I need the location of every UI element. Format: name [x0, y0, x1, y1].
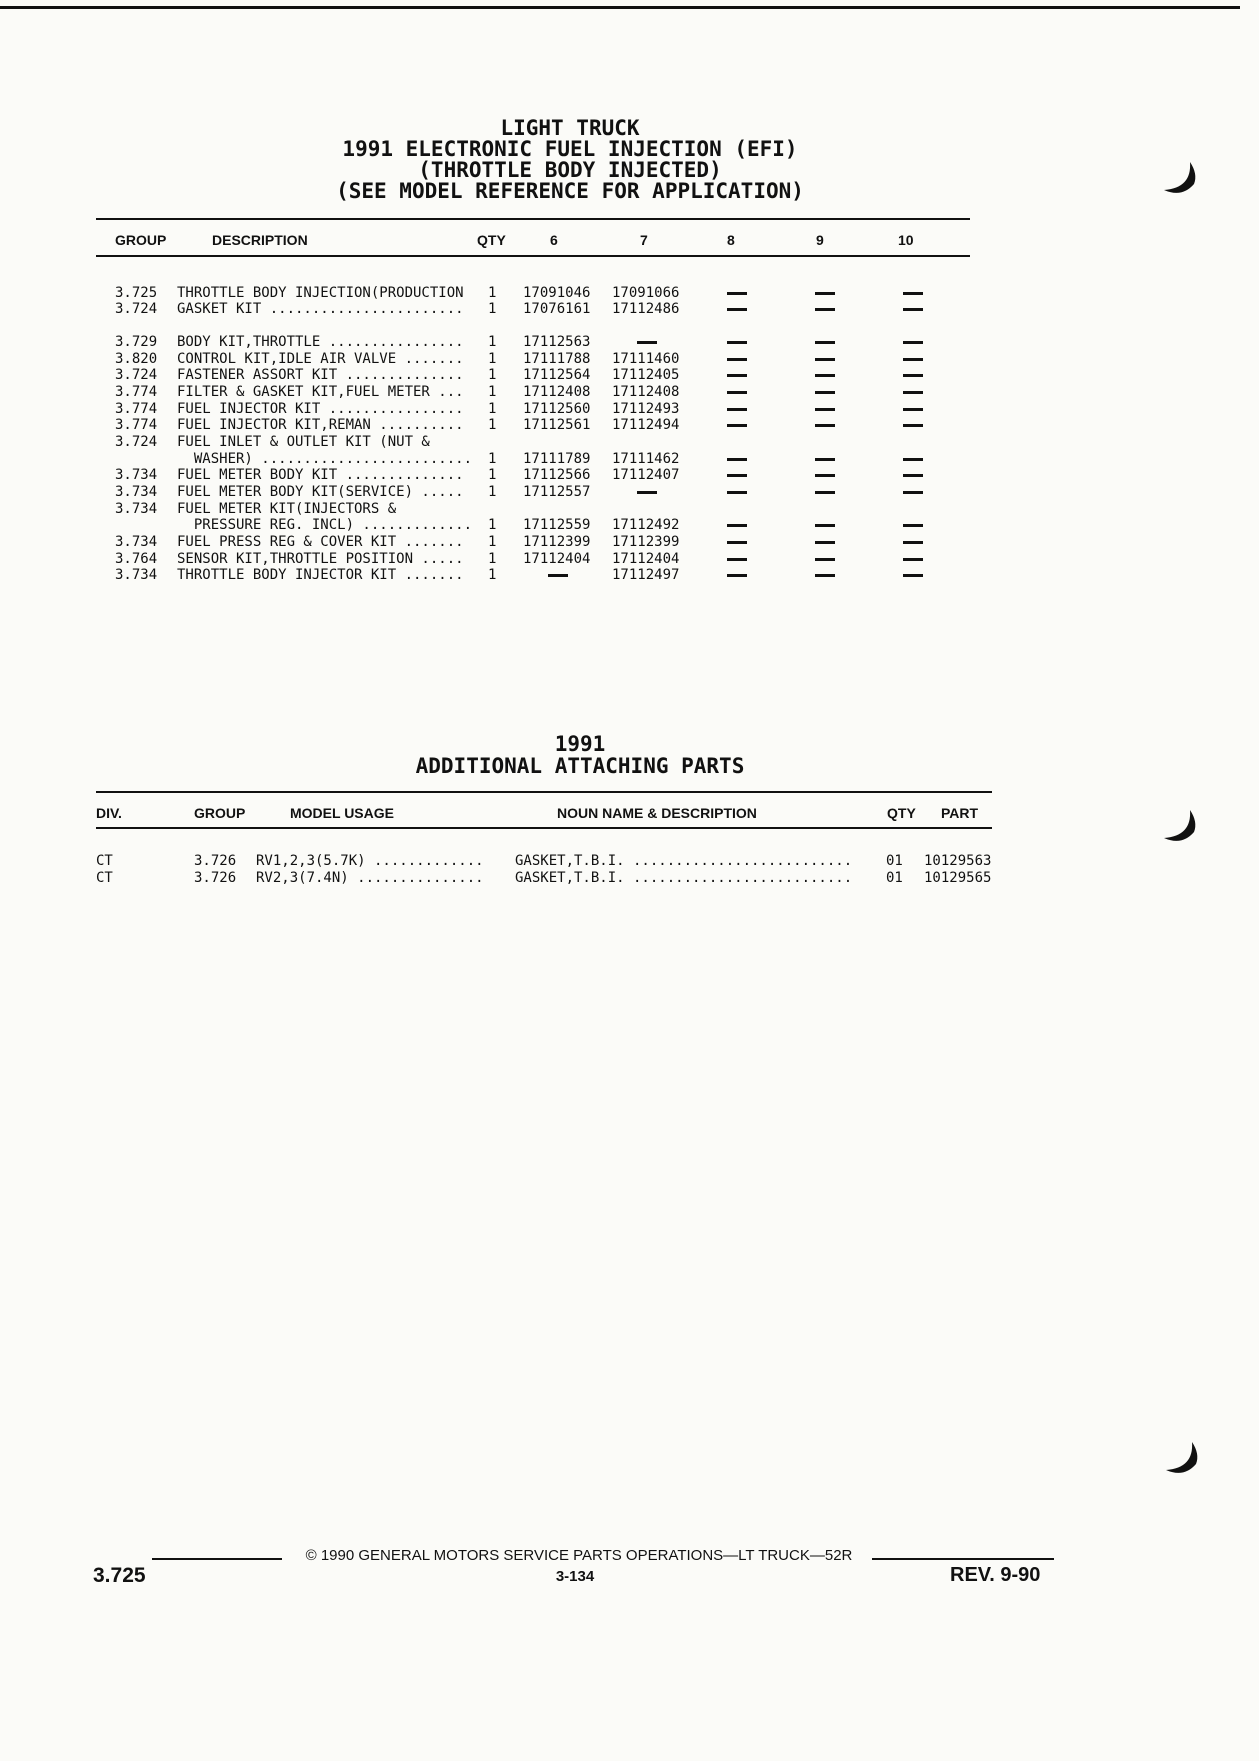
- cell-qty: 1: [488, 567, 497, 583]
- title-line-3: (THROTTLE BODY INJECTED): [418, 158, 722, 182]
- dash-mark: [903, 308, 923, 311]
- cell-qty: 1: [488, 534, 497, 550]
- header-qty: QTY: [887, 805, 916, 821]
- dash-mark: [815, 474, 835, 477]
- binder-hole-mark: [1160, 160, 1200, 200]
- cell-qty: 01: [886, 853, 903, 869]
- table1-header-rule: [96, 255, 970, 257]
- section2-title: [300, 733, 860, 777]
- binder-hole-mark: [1162, 1440, 1202, 1480]
- dash-mark: [903, 341, 923, 344]
- cell-description: PRESSURE REG. INCL) .............: [177, 517, 473, 533]
- footer-copyright: © 1990 GENERAL MOTORS SERVICE PARTS OPERATIONS—LT TRUCK—52R: [305, 1547, 853, 1564]
- cell-c6: 17112563: [523, 334, 591, 350]
- cell-c7: 17112408: [612, 384, 680, 400]
- cell-description: THROTTLE BODY INJECTION(PRODUCTION: [177, 285, 464, 301]
- footer-section-number: 3.725: [93, 1564, 146, 1587]
- header-group: GROUP: [115, 232, 167, 248]
- dash-mark: [903, 292, 923, 295]
- dash-mark: [637, 491, 657, 494]
- cell-model: RV2,3(7.4N) ...............: [256, 870, 484, 886]
- section2-year: 1991: [554, 732, 606, 756]
- dash-mark: [903, 358, 923, 361]
- cell-c6: 17112566: [523, 467, 591, 483]
- cell-qty: 1: [488, 334, 497, 350]
- cell-qty: 1: [488, 517, 497, 533]
- table2-header-rule: [96, 827, 992, 829]
- cell-qty: 1: [488, 467, 497, 483]
- dash-mark: [727, 308, 747, 311]
- cell-c6: 17112557: [523, 484, 591, 500]
- dash-mark: [903, 558, 923, 561]
- cell-group: 3.726: [194, 853, 237, 869]
- dash-mark: [727, 474, 747, 477]
- header-qty: QTY: [477, 232, 506, 248]
- cell-c6: 17112564: [523, 367, 591, 383]
- dash-mark: [727, 391, 747, 394]
- cell-description: FUEL METER BODY KIT(SERVICE) .....: [177, 484, 464, 500]
- cell-group: 3.774: [115, 401, 158, 417]
- header-col-8: 8: [727, 232, 735, 248]
- cell-group: 3.774: [115, 384, 158, 400]
- cell-c6: 17112408: [523, 384, 591, 400]
- dash-mark: [727, 292, 747, 295]
- footer-revision: REV. 9-90: [950, 1564, 1041, 1586]
- section2-heading: ADDITIONAL ATTACHING PARTS: [415, 754, 745, 778]
- cell-c6: 17112399: [523, 534, 591, 550]
- dash-mark: [815, 574, 835, 577]
- dash-mark: [815, 408, 835, 411]
- cell-description: BODY KIT,THROTTLE ................: [177, 334, 464, 350]
- binder-hole-mark: [1160, 808, 1200, 848]
- dash-mark: [903, 391, 923, 394]
- cell-group: 3.724: [115, 301, 158, 317]
- header-group: GROUP: [194, 805, 246, 821]
- header-col-9: 9: [816, 232, 824, 248]
- cell-part: 10129565: [924, 870, 992, 886]
- cell-description: SENSOR KIT,THROTTLE POSITION .....: [177, 551, 464, 567]
- dash-mark: [815, 424, 835, 427]
- cell-description: FUEL METER BODY KIT ..............: [177, 467, 464, 483]
- cell-noun: GASKET,T.B.I. ..........................: [515, 853, 853, 869]
- dash-mark: [903, 374, 923, 377]
- cell-c7: 17112486: [612, 301, 680, 317]
- cell-c7: 17111462: [612, 451, 680, 467]
- cell-part: 10129563: [924, 853, 992, 869]
- cell-description: FASTENER ASSORT KIT ..............: [177, 367, 464, 383]
- cell-group: 3.724: [115, 434, 158, 450]
- dash-mark: [903, 524, 923, 527]
- footer-page-number: 3-134: [555, 1568, 595, 1585]
- cell-group: 3.726: [194, 870, 237, 886]
- cell-group: 3.725: [115, 285, 158, 301]
- cell-c6: 17076161: [523, 301, 591, 317]
- dash-mark: [815, 292, 835, 295]
- cell-c6: 17112559: [523, 517, 591, 533]
- dash-mark: [815, 524, 835, 527]
- cell-c6: 17112561: [523, 417, 591, 433]
- dash-mark: [903, 424, 923, 427]
- dash-mark: [727, 524, 747, 527]
- title-line-1: LIGHT TRUCK: [500, 116, 640, 140]
- cell-group: 3.734: [115, 484, 158, 500]
- cell-c7: 17112399: [612, 534, 680, 550]
- cell-group: 3.764: [115, 551, 158, 567]
- cell-description: WASHER) .........................: [177, 451, 473, 467]
- top-edge-rule: [0, 6, 1240, 9]
- cell-description: GASKET KIT .......................: [177, 301, 464, 317]
- cell-description: THROTTLE BODY INJECTOR KIT .......: [177, 567, 464, 583]
- table2-top-rule: [96, 791, 992, 793]
- dash-mark: [815, 341, 835, 344]
- cell-group: 3.734: [115, 501, 158, 517]
- cell-c7: 17112405: [612, 367, 680, 383]
- header-part: PART: [941, 805, 979, 821]
- cell-description: FUEL INLET & OUTLET KIT (NUT &: [177, 434, 430, 450]
- cell-group: 3.820: [115, 351, 158, 367]
- dash-mark: [903, 408, 923, 411]
- table1-top-rule: [96, 218, 970, 220]
- header-col-7: 7: [640, 232, 648, 248]
- header-col-6: 6: [550, 232, 558, 248]
- cell-qty: 1: [488, 384, 497, 400]
- cell-c7: 17112404: [612, 551, 680, 567]
- footer-rule-right: [872, 1558, 1054, 1560]
- cell-c6: 17112560: [523, 401, 591, 417]
- cell-group: 3.734: [115, 567, 158, 583]
- dash-mark: [727, 574, 747, 577]
- dash-mark: [815, 558, 835, 561]
- header-description: DESCRIPTION: [212, 232, 308, 248]
- footer-rule-left: [152, 1558, 282, 1560]
- cell-qty: 1: [488, 551, 497, 567]
- cell-c7: 17112492: [612, 517, 680, 533]
- cell-description: FILTER & GASKET KIT,FUEL METER ...: [177, 384, 464, 400]
- cell-group: 3.734: [115, 467, 158, 483]
- header-model-usage: MODEL USAGE: [290, 805, 394, 821]
- cell-c7: 17112493: [612, 401, 680, 417]
- header-col-10: 10: [898, 232, 914, 248]
- cell-group: 3.724: [115, 367, 158, 383]
- dash-mark: [903, 474, 923, 477]
- title-line-4: (SEE MODEL REFERENCE FOR APPLICATION): [336, 179, 804, 203]
- cell-c7: 17091066: [612, 285, 680, 301]
- dash-mark: [727, 374, 747, 377]
- dash-mark: [727, 424, 747, 427]
- cell-c6: 17112404: [523, 551, 591, 567]
- cell-qty: 01: [886, 870, 903, 886]
- cell-group: 3.729: [115, 334, 158, 350]
- cell-qty: 1: [488, 301, 497, 317]
- cell-qty: 1: [488, 484, 497, 500]
- dash-mark: [727, 458, 747, 461]
- cell-description: FUEL METER KIT(INJECTORS &: [177, 501, 397, 517]
- dash-mark: [637, 341, 657, 344]
- cell-description: FUEL PRESS REG & COVER KIT .......: [177, 534, 464, 550]
- page-title: [280, 118, 860, 202]
- cell-qty: 1: [488, 367, 497, 383]
- dash-mark: [727, 558, 747, 561]
- dash-mark: [815, 391, 835, 394]
- dash-mark: [548, 574, 568, 577]
- cell-qty: 1: [488, 401, 497, 417]
- header-noun-name: NOUN NAME & DESCRIPTION: [557, 805, 757, 821]
- dash-mark: [903, 458, 923, 461]
- dash-mark: [903, 541, 923, 544]
- dash-mark: [727, 358, 747, 361]
- dash-mark: [727, 408, 747, 411]
- cell-qty: 1: [488, 417, 497, 433]
- cell-model: RV1,2,3(5.7K) .............: [256, 853, 484, 869]
- cell-c7: 17111460: [612, 351, 680, 367]
- cell-group: 3.734: [115, 534, 158, 550]
- cell-qty: 1: [488, 451, 497, 467]
- cell-description: CONTROL KIT,IDLE AIR VALVE .......: [177, 351, 464, 367]
- dash-mark: [815, 374, 835, 377]
- dash-mark: [727, 541, 747, 544]
- cell-noun: GASKET,T.B.I. ..........................: [515, 870, 853, 886]
- title-line-2: 1991 ELECTRONIC FUEL INJECTION (EFI): [342, 137, 798, 161]
- dash-mark: [815, 358, 835, 361]
- dash-mark: [903, 491, 923, 494]
- cell-c7: 17112494: [612, 417, 680, 433]
- cell-description: FUEL INJECTOR KIT ................: [177, 401, 464, 417]
- dash-mark: [727, 491, 747, 494]
- cell-c7: 17112407: [612, 467, 680, 483]
- dash-mark: [815, 308, 835, 311]
- cell-div: CT: [96, 853, 113, 869]
- cell-qty: 1: [488, 351, 497, 367]
- cell-c6: 17111789: [523, 451, 591, 467]
- cell-qty: 1: [488, 285, 497, 301]
- dash-mark: [815, 458, 835, 461]
- header-div: DIV.: [96, 805, 122, 821]
- cell-c6: 17091046: [523, 285, 591, 301]
- dash-mark: [727, 341, 747, 344]
- cell-c7: 17112497: [612, 567, 680, 583]
- cell-c6: 17111788: [523, 351, 591, 367]
- cell-group: 3.774: [115, 417, 158, 433]
- dash-mark: [815, 491, 835, 494]
- cell-description: FUEL INJECTOR KIT,REMAN ..........: [177, 417, 464, 433]
- dash-mark: [903, 574, 923, 577]
- cell-div: CT: [96, 870, 113, 886]
- dash-mark: [815, 541, 835, 544]
